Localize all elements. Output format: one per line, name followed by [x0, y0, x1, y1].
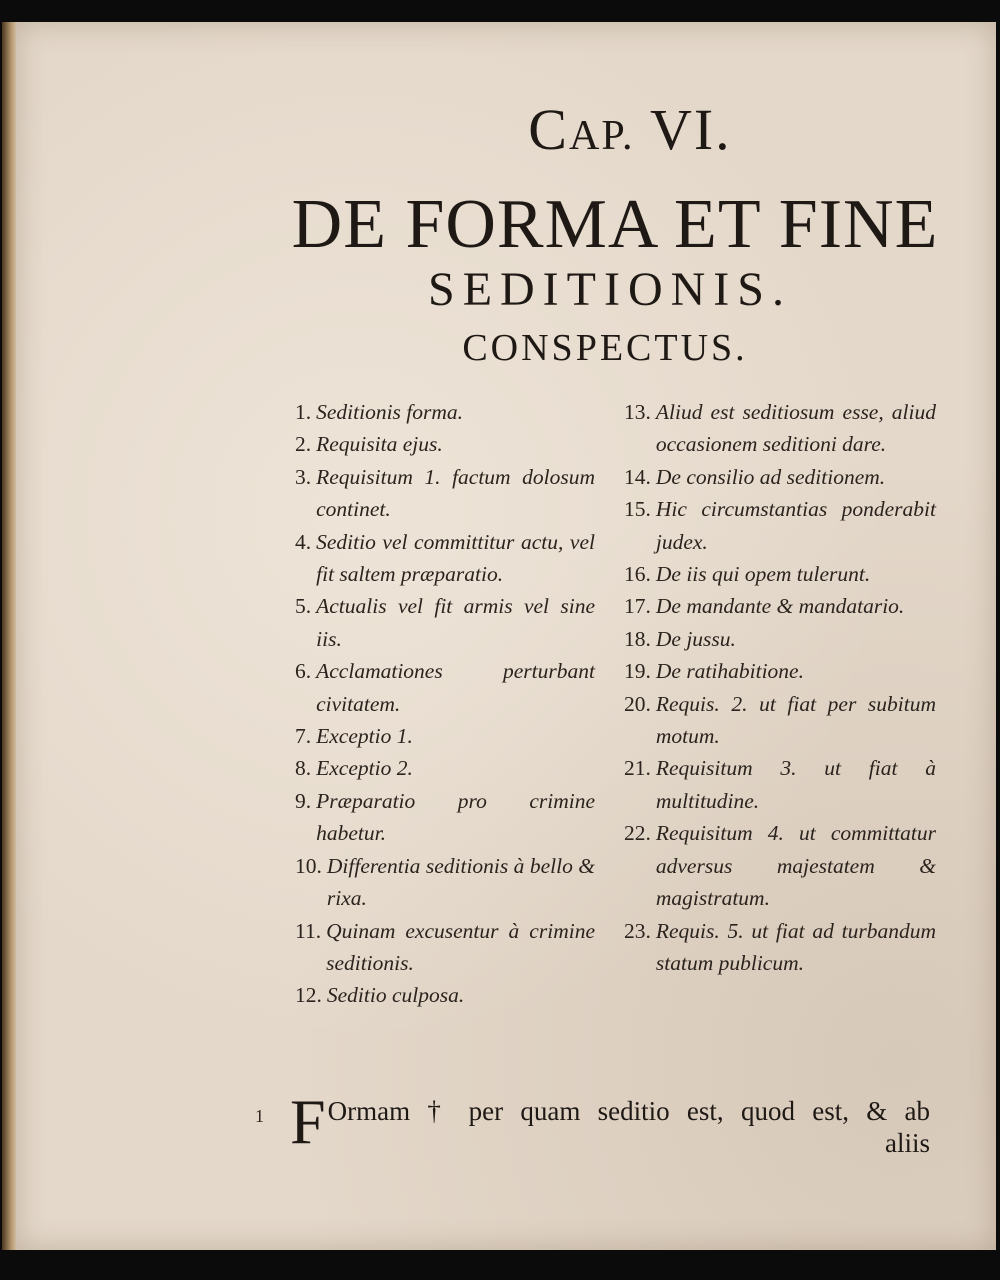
contents-item — [295, 785, 595, 850]
item-text: Quinam excusentur à crimine seditionis. — [326, 918, 595, 975]
contents-item — [295, 428, 595, 460]
contents-item — [624, 590, 936, 622]
chapter-subtitle: SEDITIONIS. — [428, 263, 792, 316]
contents-item — [624, 396, 936, 461]
item-number: 3. — [295, 464, 312, 489]
item-number: 17. — [624, 594, 651, 619]
catchword: aliis — [885, 1128, 930, 1158]
item-text: De consilio ad seditionem. — [655, 464, 886, 489]
item-number: 7. — [295, 724, 312, 749]
item-number: 4. — [295, 529, 312, 554]
item-text: De iis qui opem tulerunt. — [655, 562, 871, 587]
item-text: Seditio vel committitur actu, vel fit saltem præparatio. — [316, 529, 595, 587]
contents-right-column — [624, 396, 936, 979]
contents-left-column — [295, 396, 595, 1012]
contents-item — [624, 655, 936, 687]
item-text: Requisitum 3. ut fiat à multitudine. — [655, 756, 936, 813]
contents-item — [295, 461, 595, 526]
contents-item — [295, 655, 595, 720]
chapter-prefix: C — [528, 97, 569, 162]
contents-item — [295, 396, 595, 428]
item-text: Aliud est seditiosum esse, aliud occasionem seditioni dare. — [655, 400, 936, 457]
item-text: De jussu. — [655, 626, 736, 651]
contents-item — [624, 915, 936, 980]
item-text: Requis. 2. ut fiat per subitum motum. — [655, 691, 936, 749]
item-number: 21. — [624, 756, 651, 781]
chapter-heading — [500, 96, 760, 163]
item-text: De ratihabitione. — [655, 659, 804, 684]
contents-item — [295, 850, 595, 915]
item-number: 19. — [624, 659, 651, 684]
item-text: Requisitum 4. ut committatur adversus majestatem & magistratum. — [655, 821, 936, 911]
contents-item — [624, 817, 936, 914]
conspectus-heading: CONSPECTUS. — [462, 327, 748, 369]
contents-item — [295, 915, 595, 980]
item-number: 2. — [295, 432, 312, 457]
contents-item — [295, 526, 595, 591]
item-number: 12. — [295, 983, 322, 1008]
item-text: Præparatio pro crimine habetur. — [316, 788, 595, 846]
item-number: 18. — [624, 626, 651, 651]
item-number: 13. — [624, 400, 651, 424]
item-text: Acclamationes perturbant civitatem. — [316, 659, 595, 716]
item-number: 14. — [624, 464, 651, 489]
body-line: Ormam † per quam seditio est, quod est, & ab — [327, 1096, 930, 1126]
item-number: 9. — [295, 788, 312, 813]
body-paragraph — [290, 1086, 930, 1157]
item-text: Actualis vel fit armis vel sine iis. — [316, 594, 595, 651]
contents-item — [624, 623, 936, 655]
item-number: 11. — [295, 918, 322, 943]
item-text: De mandante & mandatario. — [655, 594, 905, 619]
chapter-prefix-rest: AP. — [568, 113, 635, 159]
item-number: 5. — [295, 594, 312, 619]
item-text: Exceptio 2. — [316, 756, 413, 781]
item-text: Requisitum 1. factum dolosum continet. — [316, 464, 595, 522]
contents-item — [624, 752, 936, 817]
chapter-numeral: VI. — [649, 97, 732, 162]
contents-item — [624, 688, 936, 753]
item-number: 20. — [624, 691, 651, 716]
contents-item — [624, 461, 936, 493]
contents-item — [295, 752, 595, 784]
item-number: 16. — [624, 562, 651, 587]
contents-item — [295, 720, 595, 752]
contents-item — [295, 590, 595, 655]
item-number: 23. — [624, 918, 651, 943]
contents-item — [624, 558, 936, 590]
item-number: 15. — [624, 497, 651, 522]
item-number: 22. — [624, 821, 651, 846]
item-number: 1. — [295, 400, 312, 424]
item-text: Differentia seditionis à bello & rixa. — [326, 853, 595, 911]
item-number: 6. — [295, 659, 312, 684]
chapter-title: DE FORMA ET FINE — [291, 186, 939, 263]
drop-cap: F — [290, 1086, 326, 1157]
item-number: 8. — [295, 756, 312, 781]
item-text: Requisita ejus. — [316, 432, 443, 457]
item-text: Seditionis forma. — [316, 400, 464, 424]
contents-item — [295, 979, 595, 1011]
item-text: Exceptio 1. — [316, 724, 413, 749]
item-text: Seditio culposa. — [326, 983, 465, 1008]
contents-item — [624, 493, 936, 558]
margin-note-number: 1 — [255, 1106, 264, 1126]
item-number: 10. — [295, 853, 322, 878]
item-text: Hic circumstantias ponderabit judex. — [655, 497, 936, 554]
item-text: Requis. 5. ut fiat ad turbandum statum publicum. — [655, 918, 936, 975]
